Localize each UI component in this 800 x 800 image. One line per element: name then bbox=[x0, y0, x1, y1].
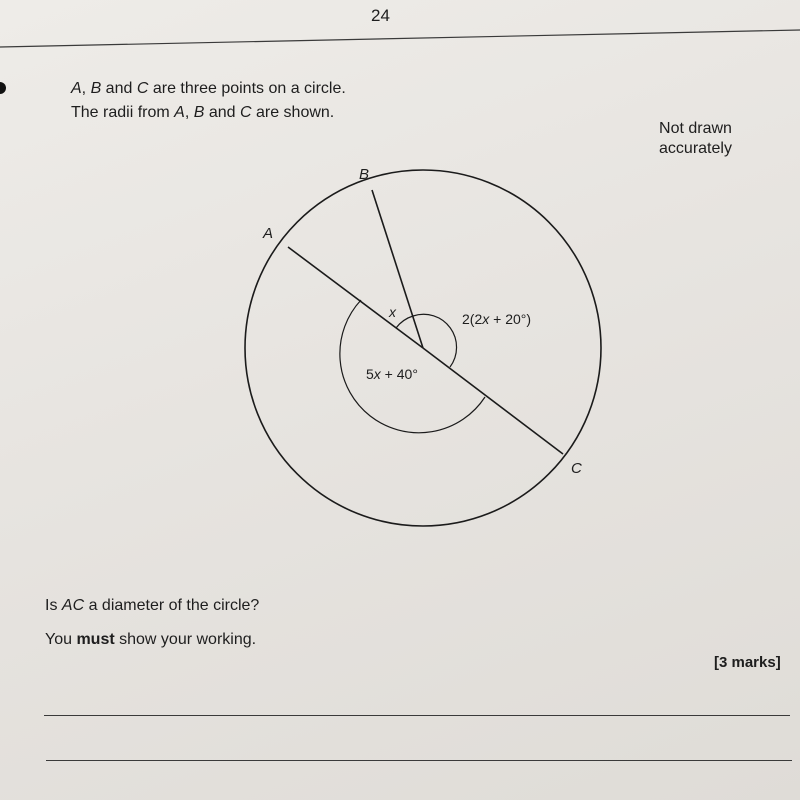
angle-label-x: x bbox=[389, 304, 396, 320]
point-label-b: B bbox=[359, 166, 370, 183]
question-prompt: Is AC a diameter of the circle? bbox=[45, 597, 260, 614]
intro-line-1: A, B and C are three points on a circle. bbox=[71, 80, 346, 97]
radius-a bbox=[288, 247, 423, 348]
answer-line[interactable] bbox=[44, 715, 790, 716]
working-instruction: You must show your working. bbox=[45, 631, 257, 648]
header-rule bbox=[0, 30, 800, 47]
answer-line[interactable] bbox=[46, 760, 792, 761]
angle-arc-x bbox=[396, 316, 413, 328]
not-drawn-accurately-note: Not drawn accurately bbox=[659, 120, 732, 157]
angle-label-bc: 2(2x + 20°) bbox=[462, 311, 532, 327]
point-label-a: A bbox=[263, 225, 274, 242]
radius-b bbox=[372, 190, 423, 348]
angle-arc-bc bbox=[413, 314, 457, 367]
page-number: 24 bbox=[371, 6, 390, 25]
intro-line-2: The radii from A, B and C are shown. bbox=[71, 104, 335, 121]
marks-label: [3 marks] bbox=[714, 654, 781, 671]
radius-c bbox=[423, 348, 563, 454]
angle-label-ca: 5x + 40° bbox=[366, 366, 418, 382]
point-label-c: C bbox=[571, 460, 582, 477]
